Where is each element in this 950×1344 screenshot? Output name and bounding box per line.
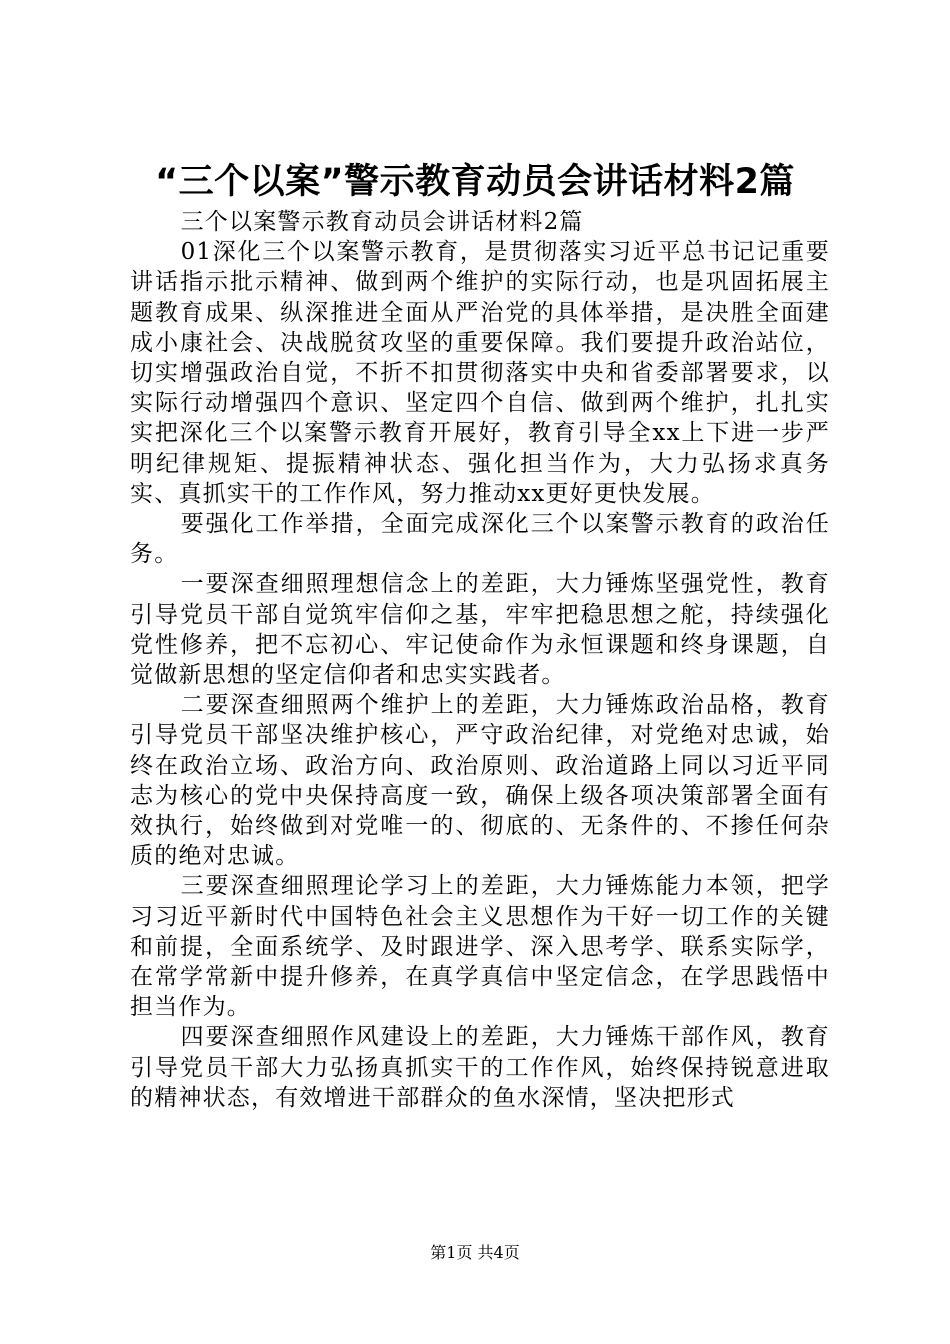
paragraph: 要强化工作举措，全面完成深化三个以案警示教育的政治任务。 [130,511,830,568]
document-title: “三个以案”警示教育动员会讲话材料2篇 [155,162,795,202]
page-number-footer: 第1页 共4页 [430,1243,520,1262]
paragraph: 二要深查细照两个维护上的差距，大力锤炼政治品格，教育引导党员干部坚决维护核心，严守政治纪律，对党绝对忠诚，始终在政治立场、政治方向、政治原则、政治道路上同以习近平同志为核心的党中央保持高度一致，确保上级各项决策部署全面有效执行，始终做到对党唯一的、彻底的、无条件的、不掺任何杂质的绝对忠诚。 [130,692,830,870]
document-body [130,207,830,1113]
paragraph: 01深化三个以案警示教育，是贯彻落实习近平总书记记重要讲话指示批示精神、做到两个维护的实际行动，也是巩固拓展主题教育成果、纵深推进全面从严治党的具体举措，是决胜全面建成小康社会、决战脱贫攻坚的重要保障。我们要提升政治站位，切实增强政治自觉，不折不扣贯彻落实中央和省委部署要求，以实际行动增强四个意识、坚定四个自信、做到两个维护，扎扎实实把深化三个以案警示教育开展好，教育引导全xx上下进一步严明纪律规矩、提振精神状态、强化担当作为，大力弘扬求真务实、真抓实干的工作作风，努力推动xx更好更快发展。 [130,239,830,507]
paragraph: 四要深查细照作风建设上的差距，大力锤炼干部作风，教育引导党员干部大力弘扬真抓实干的工作作风，始终保持锐意进取的精神状态，有效增进干部群众的鱼水深情，坚决把形式 [130,1024,830,1111]
paragraph: 一要深查细照理想信念上的差距，大力锤炼坚强党性，教育引导党员干部自觉筑牢信仰之基，牢牢把稳思想之舵，持续强化党性修养，把不忘初心、牢记使命作为永恒课题和终身课题，自觉做新思想的坚定信仰者和忠实实践者。 [130,571,830,689]
paragraph: 三要深查细照理论学习上的差距，大力锤炼能力本领，把学习习近平新时代中国特色社会主义思想作为干好一切工作的关键和前提，全面系统学、及时跟进学、深入思考学、联系实际学，在常学常新中提升修养，在真学真信中坚定信念，在学思践悟中担当作为。 [130,873,830,1021]
document-subtitle: 三个以案警示教育动员会讲话材料2篇 [180,209,584,235]
